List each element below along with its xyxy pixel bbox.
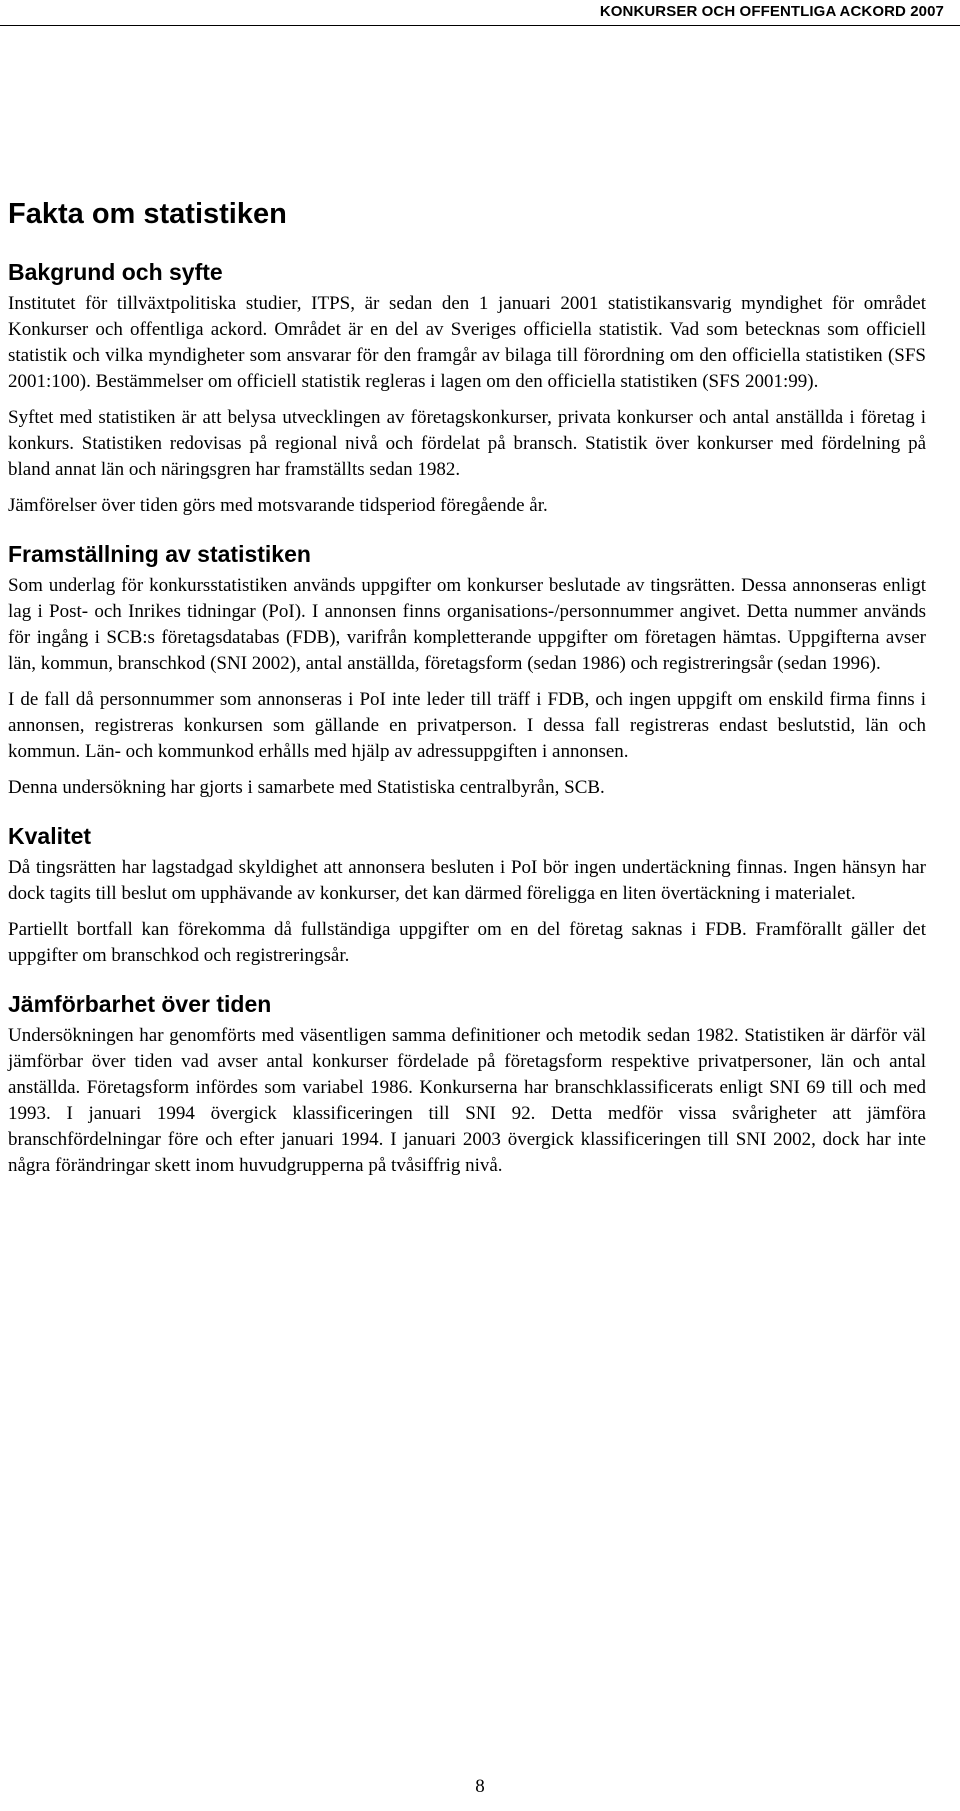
paragraph: I de fall då personnummer som annonseras i PoI inte leder till träff i FDB, och ingen uppgift om enskild firma finns i annonsen, registreras konkursen som gällande en privatperson. I dessa fall registreras endast beslutstid, län och kommun. Län- och kommunkod erhålls med hjälp av adressuppgiften i annonsen. — [8, 689, 926, 762]
running-header: KONKURSER OCH OFFENTLIGA ACKORD 2007 — [599, 3, 944, 20]
paragraph: Som underlag för konkursstatistiken används uppgifter om konkurser beslutade av tingsrätten. Dessa annonseras enligt lag i Post- och Inrikes tidningar (PoI). I annonsen finns organisations-/personnummer angivet. Detta nummer används för ingång i SCB:s företagsdatabas (FDB), varifrån kompletterande uppgifter om företagen hämtas. Uppgifterna avser län, kommun, branschkod (SNI 2002), antal anställda, företagsform (sedan 1986) och registreringsår (sedan 1996). — [8, 575, 926, 674]
section-heading-production: Framställning av statistiken — [8, 541, 311, 567]
section-heading-comparability: Jämförbarhet över tiden — [8, 991, 272, 1017]
paragraph: Undersökningen har genomförts med väsentligen samma definitioner och metodik sedan 1982. Statistiken är därför väl jämförbar över tiden vad avser antal konkurser fördelade på företagsform respektive privatpersoner, län och antal anställda. Företagsform infördes som variabel 1986. Konkurserna har branschklassificerats enligt SNI 69 till och med 1993. I januari 1994 övergick klassificeringen till SNI 92. Detta medför vissa svårigheter att jämföra branschfördelningar före och efter januari 1994. I januari 2003 övergick klassificeringen till SNI 2002, dock har inte några förändringar skett inom huvudgrupperna på tvåsiffrig nivå. — [8, 1025, 926, 1176]
section-heading-background: Bakgrund och syfte — [8, 259, 223, 285]
paragraph: Partiellt bortfall kan förekomma då fullständiga uppgifter om en del företag saknas i FDB. Framförallt gäller det uppgifter om branschkod och registreringsår. — [8, 919, 926, 966]
paragraph: Institutet för tillväxtpolitiska studier, ITPS, är sedan den 1 januari 2001 statistikansvarig myndighet för området Konkurser och offentliga ackord. Området är en del av Sveriges officiella statistik. Vad som betecknas som officiell statistik och vilka myndigheter som ansvarar för den framgår av bilaga till förordning om den officiella statistiken (SFS 2001:100). Bestämmelser om officiell statistik regleras i lagen om den officiella statistiken (SFS 2001:99). — [8, 293, 926, 392]
paragraph: Jämförelser över tiden görs med motsvarande tidsperiod föregående år. — [8, 495, 548, 516]
paragraph: Då tingsrätten har lagstadgad skyldighet att annonsera besluten i PoI bör ingen undertäckning finnas. Ingen hänsyn har dock tagits till beslut om upphävande av konkurser, det kan därmed föreligga en liten övertäckning i materialet. — [8, 857, 926, 904]
page-number: 8 — [475, 1776, 485, 1797]
header-divider — [0, 25, 960, 26]
page-content — [8, 196, 926, 1189]
page-title: Fakta om statistiken — [8, 198, 287, 230]
section-heading-quality: Kvalitet — [8, 823, 92, 849]
paragraph: Denna undersökning har gjorts i samarbete med Statistiska centralbyrån, SCB. — [8, 777, 605, 798]
paragraph: Syftet med statistiken är att belysa utvecklingen av företagskonkurser, privata konkurser och antal anställda i företag i konkurs. Statistiken redovisas på regional nivå och fördelat på bransch. Statistik över konkurser med fördelning på bland annat län och näringsgren har framställts sedan 1982. — [8, 407, 926, 480]
